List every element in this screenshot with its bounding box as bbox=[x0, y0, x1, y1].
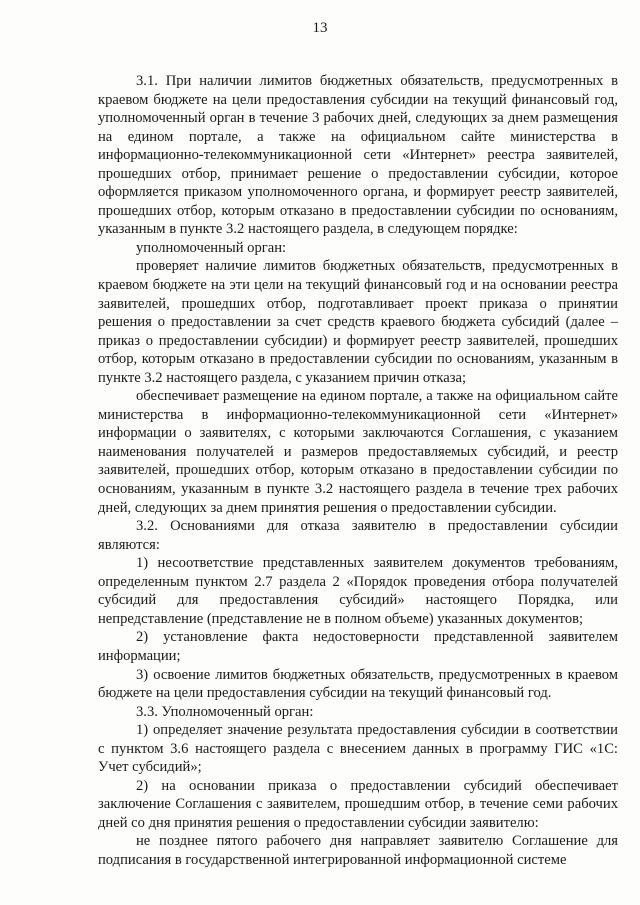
paragraph-3-1: 3.1. При наличии лимитов бюджетных обязательств, предусмотренных в краевом бюджете на цели предоставления субсидии на текущий финансовый год, уполномоченный орган в течение 3 рабочих дней, следующих за днем размещения на едином портале, а также на официальном сайте министерства в информационно-телекоммуникационной сети «Интернет» реестра заявителей, прошедших отбор, принимает решение о предоставлении субсидии, которое оформляется приказом уполномоченного органа, и формирует реестр заявителей, прошедших отбор, которым отказано в предоставлении субсидии по основаниям, указанным в пункте 3.2 настоящего раздела, в следующем порядке: bbox=[98, 73, 618, 238]
paragraph-3-3: 3.3. Уполномоченный орган: bbox=[136, 703, 314, 720]
paragraph-agreement-sending: не позднее пятого рабочего дня направляет заявителю Соглашение для подписания в государственной интегрированной информационной системе bbox=[98, 833, 618, 868]
paragraph-3-3-item-2: 2) на основании приказа о предоставлении субсидий обеспечивает заключение Соглашения с заявителем, прошедшим отбор, в течение семи рабочих дней со дня принятия решения о предоставлении субсидии заявителю: bbox=[98, 777, 618, 831]
paragraph-3-2-item-2: 2) установление факта недостоверности представленной заявителем информации; bbox=[98, 629, 618, 664]
page-number: 13 bbox=[312, 20, 328, 36]
paragraph-authorized-body: уполномоченный орган: bbox=[136, 239, 287, 256]
paragraph-3-2: 3.2. Основаниями для отказа заявителю в предоставлении субсидии являются: bbox=[98, 518, 618, 553]
document-body bbox=[98, 72, 618, 870]
paragraph-3-2-item-1: 1) несоответствие представленных заявителем документов требованиям, определенным пунктом 2.7 раздела 2 «Порядок проведения отбора получателей субсидий для предоставления субсидий» настоящего Порядка, или непредставление (представление не в полном объеме) указанных документов; bbox=[98, 555, 618, 627]
paragraph-3-3-item-1: 1) определяет значение результата предоставления субсидии в соответствии с пунктом 3.6 настоящего раздела с внесением данных в программу ГИС «1С: Учет субсидий»; bbox=[98, 722, 618, 776]
paragraph-ensures-publication: обеспечивает размещение на едином портале, а также на официальном сайте министерства в информационно-телекоммуникационной сети «Интернет» информации о заявителях, с которыми заключаются Соглашения, с указанием наименования получателей и размеров предоставляемых субсидий, и реестр заявителей, прошедших отбор, которым отказано в предоставлении субсидии по основаниям, указанным в пункте 3.2 настоящего раздела в течение трех рабочих дней, следующих за днем принятия решения о предоставлении субсидии. bbox=[98, 388, 618, 516]
paragraph-3-2-item-3: 3) освоение лимитов бюджетных обязательств, предусмотренных в краевом бюджете на цели предоставления субсидии на текущий финансовый год. bbox=[98, 666, 618, 702]
paragraph-checks-limits: проверяет наличие лимитов бюджетных обязательств, предусмотренных в краевом бюджете на эти цели на текущий финансовый год и на основании реестра заявителей, прошедших отбор, подготавливает проект приказа о принятии решения о предоставлении за счет средств краевого бюджета субсидий (далее – приказ о предоставлении субсидии) и формирует реестр заявителей, прошедших отбор, которым отказано в предоставлении субсидии по основаниям, указанным в пункте 3.2 настоящего раздела, с указанием причин отказа; bbox=[98, 258, 618, 386]
